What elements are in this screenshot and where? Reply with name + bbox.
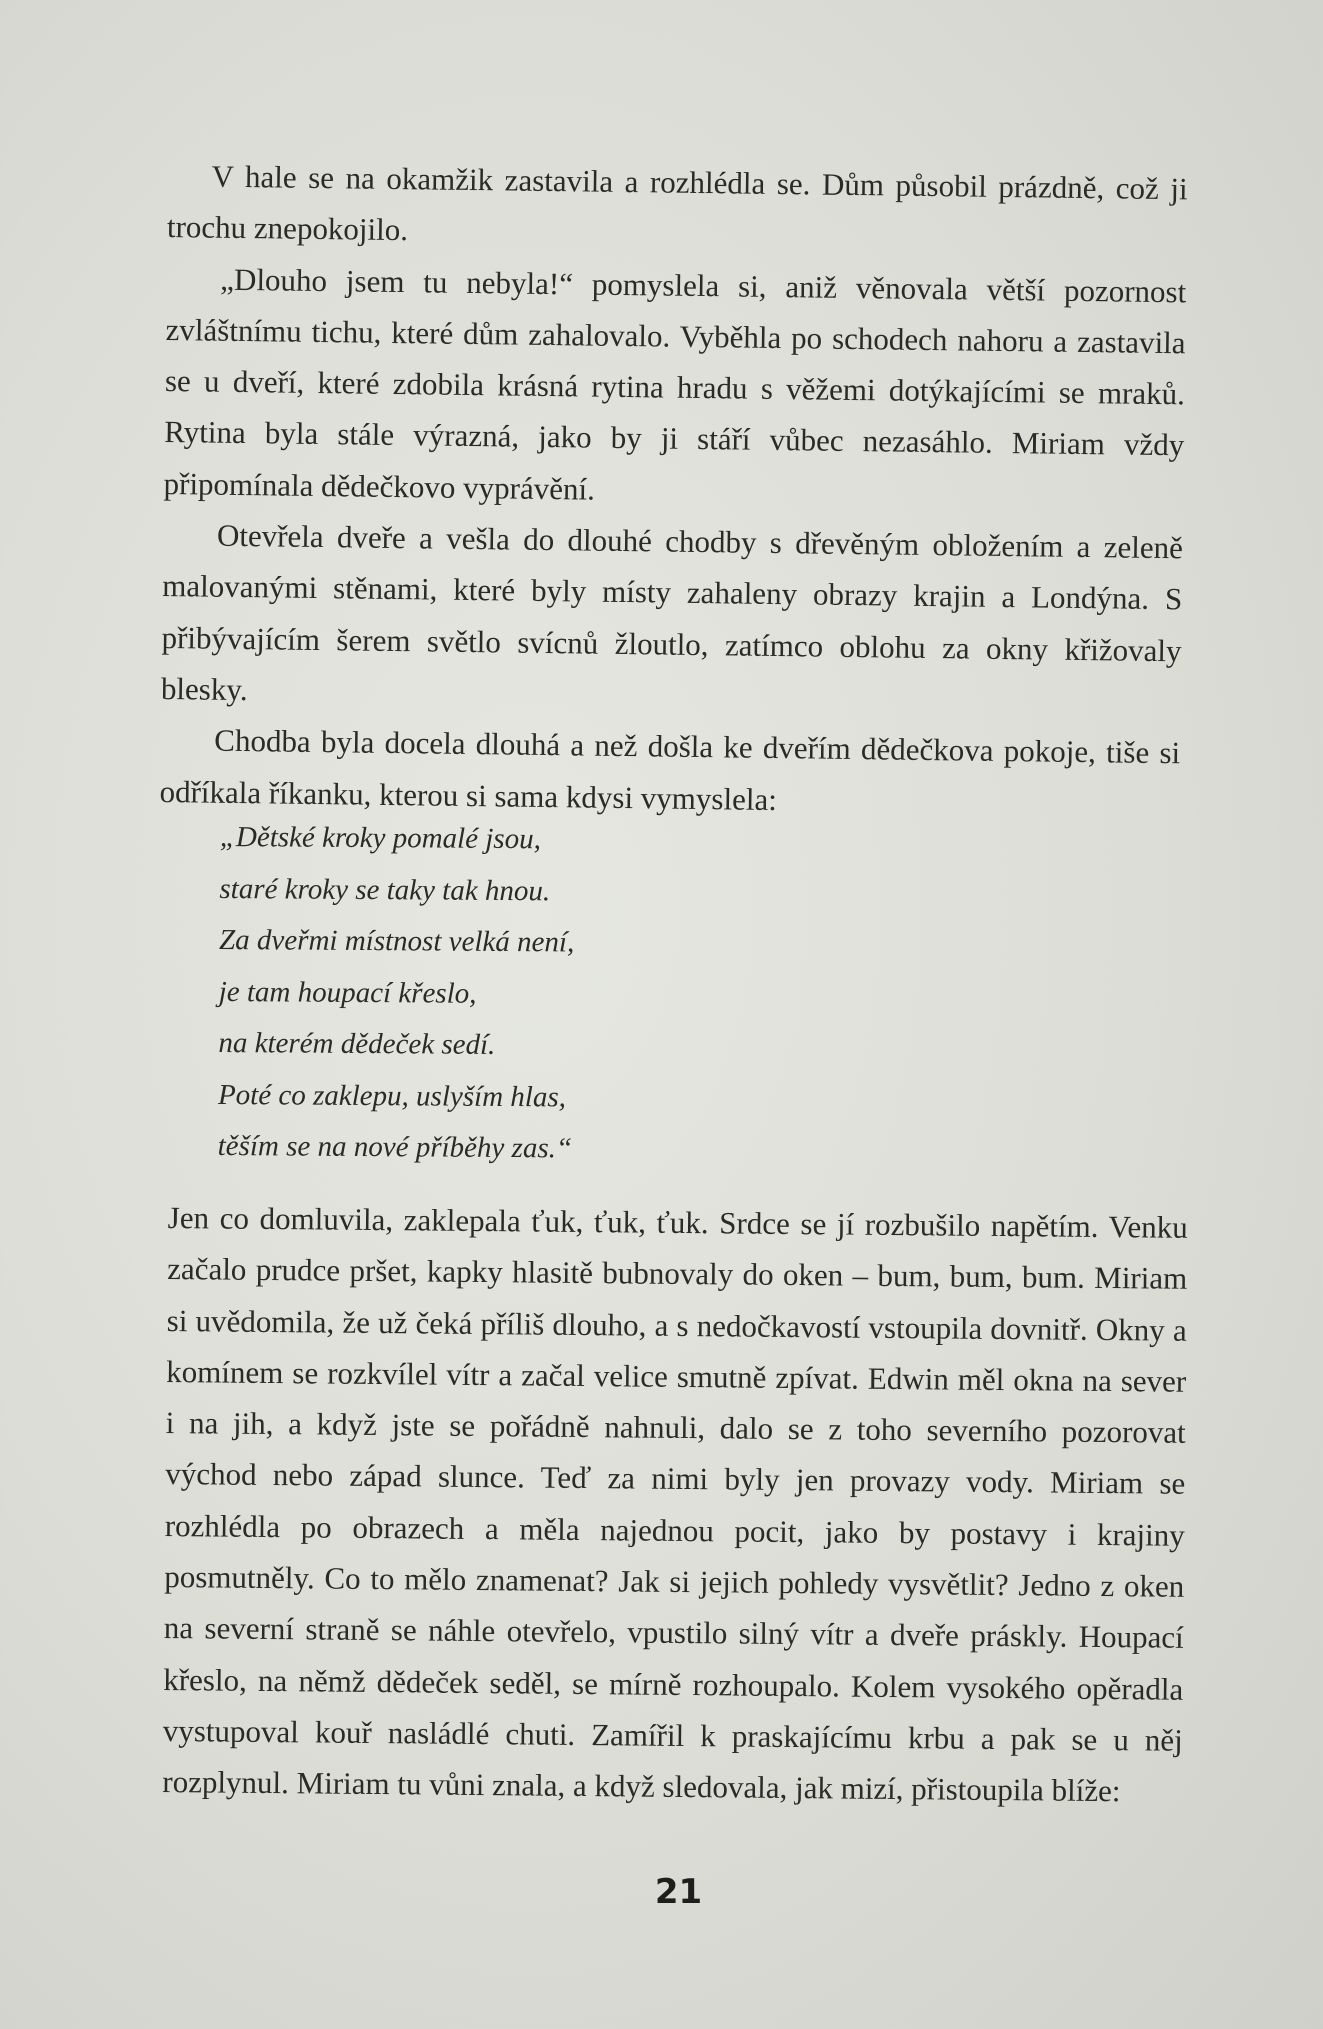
paragraph: Jen co domluvila, zaklepala ťuk, ťuk, ťuk. Srdce se jí rozbušilo napětím. Venku začalo prudce pršet, kapky hlasitě bubnovaly do oken – bum, bum, bum. Miriam si uvědomila, že už čeká příliš dlouho, a s nedočkavostí vstoupila dovnitř. Okny a komínem se rozkvílel vítr a začal velice smutně zpívat. Edwin měl okna na sever i na jih, a když jste se pořádně nahnuli, dalo se z toho severního pozorovat východ nebo západ slunce. Teď za nimi byly jen provazy vody. Miriam se rozhlédla po obrazech a měla najednou pocit, jako by postavy i krajiny posmutněly. Co to mělo znamenat? Jak si jejich pohledy vysvětlit? Jedno z oken na severní straně se náhle otevřelo, vpustilo silný vítr a dveře práskly. Houpací křeslo, na němž dědeček seděl, se mírně rozhoupalo. Kolem vysokého opěradla vystupoval kouř nasládlé chuti. Zamířil k praskajícímu krbu a pak se u něj rozplynul. Miriam tu vůni znala, a když sledovala, jak mizí, přistoupila blíže:: [162, 1199, 1188, 1809]
page-number: 21: [654, 1872, 703, 1912]
poem-line: Poté co zaklepu, uslyším hlas,: [217, 1078, 567, 1113]
poem-line: Za dveřmi místnost velká není,: [218, 923, 575, 959]
body-text-bottom: [162, 1192, 1188, 1817]
poem-line: staré kroky se taky tak hnou.: [219, 872, 551, 907]
poem-line: „Dětské kroky pomalé jsou,: [219, 820, 542, 856]
paragraph: V hale se na okamžik zastavila a rozhlédla se. Dům působil prázdně, což ji trochu znepokojilo.: [166, 158, 1188, 248]
paragraph: Otevřela dveře a vešla do dlouhé chodby s dřevěným obložením a zeleně malovanými stěnami, které byly místy zahaleny obrazy krajin a Londýna. S přibývajícím šerem světlo svícnů žloutlo, zatímco oblohu za okny křižovaly blesky.: [160, 517, 1184, 708]
poem-line: těším se na nové příběhy zas.“: [217, 1129, 573, 1165]
poem-line: je tam houpací křeslo,: [218, 975, 477, 1010]
paragraph: „Dlouho jsem tu nebyla!“ pomyslela si, aniž věnovala větší pozornost zvláštnímu tichu, které dům zahalovalo. Vyběhla po schodech nahoru a zastavila se u dveří, které zdobila krásná rytina hradu s věžemi dotýkajícími se mraků. Rytina byla stále výrazná, jako by ji stáří vůbec nezasáhlo. Miriam vždy připomínala dědečkovo vyprávění.: [163, 261, 1187, 507]
poem-line: na kterém dědeček sedí.: [218, 1026, 496, 1061]
body-text-top: [159, 150, 1188, 830]
rhyme-poem: [217, 812, 860, 1177]
paragraph: Chodba byla docela dlouhá a než došla ke dveřím dědečkova pokoje, tiše si odříkala říkanku, kterou si sama kdysi vymyslela:: [159, 722, 1181, 817]
